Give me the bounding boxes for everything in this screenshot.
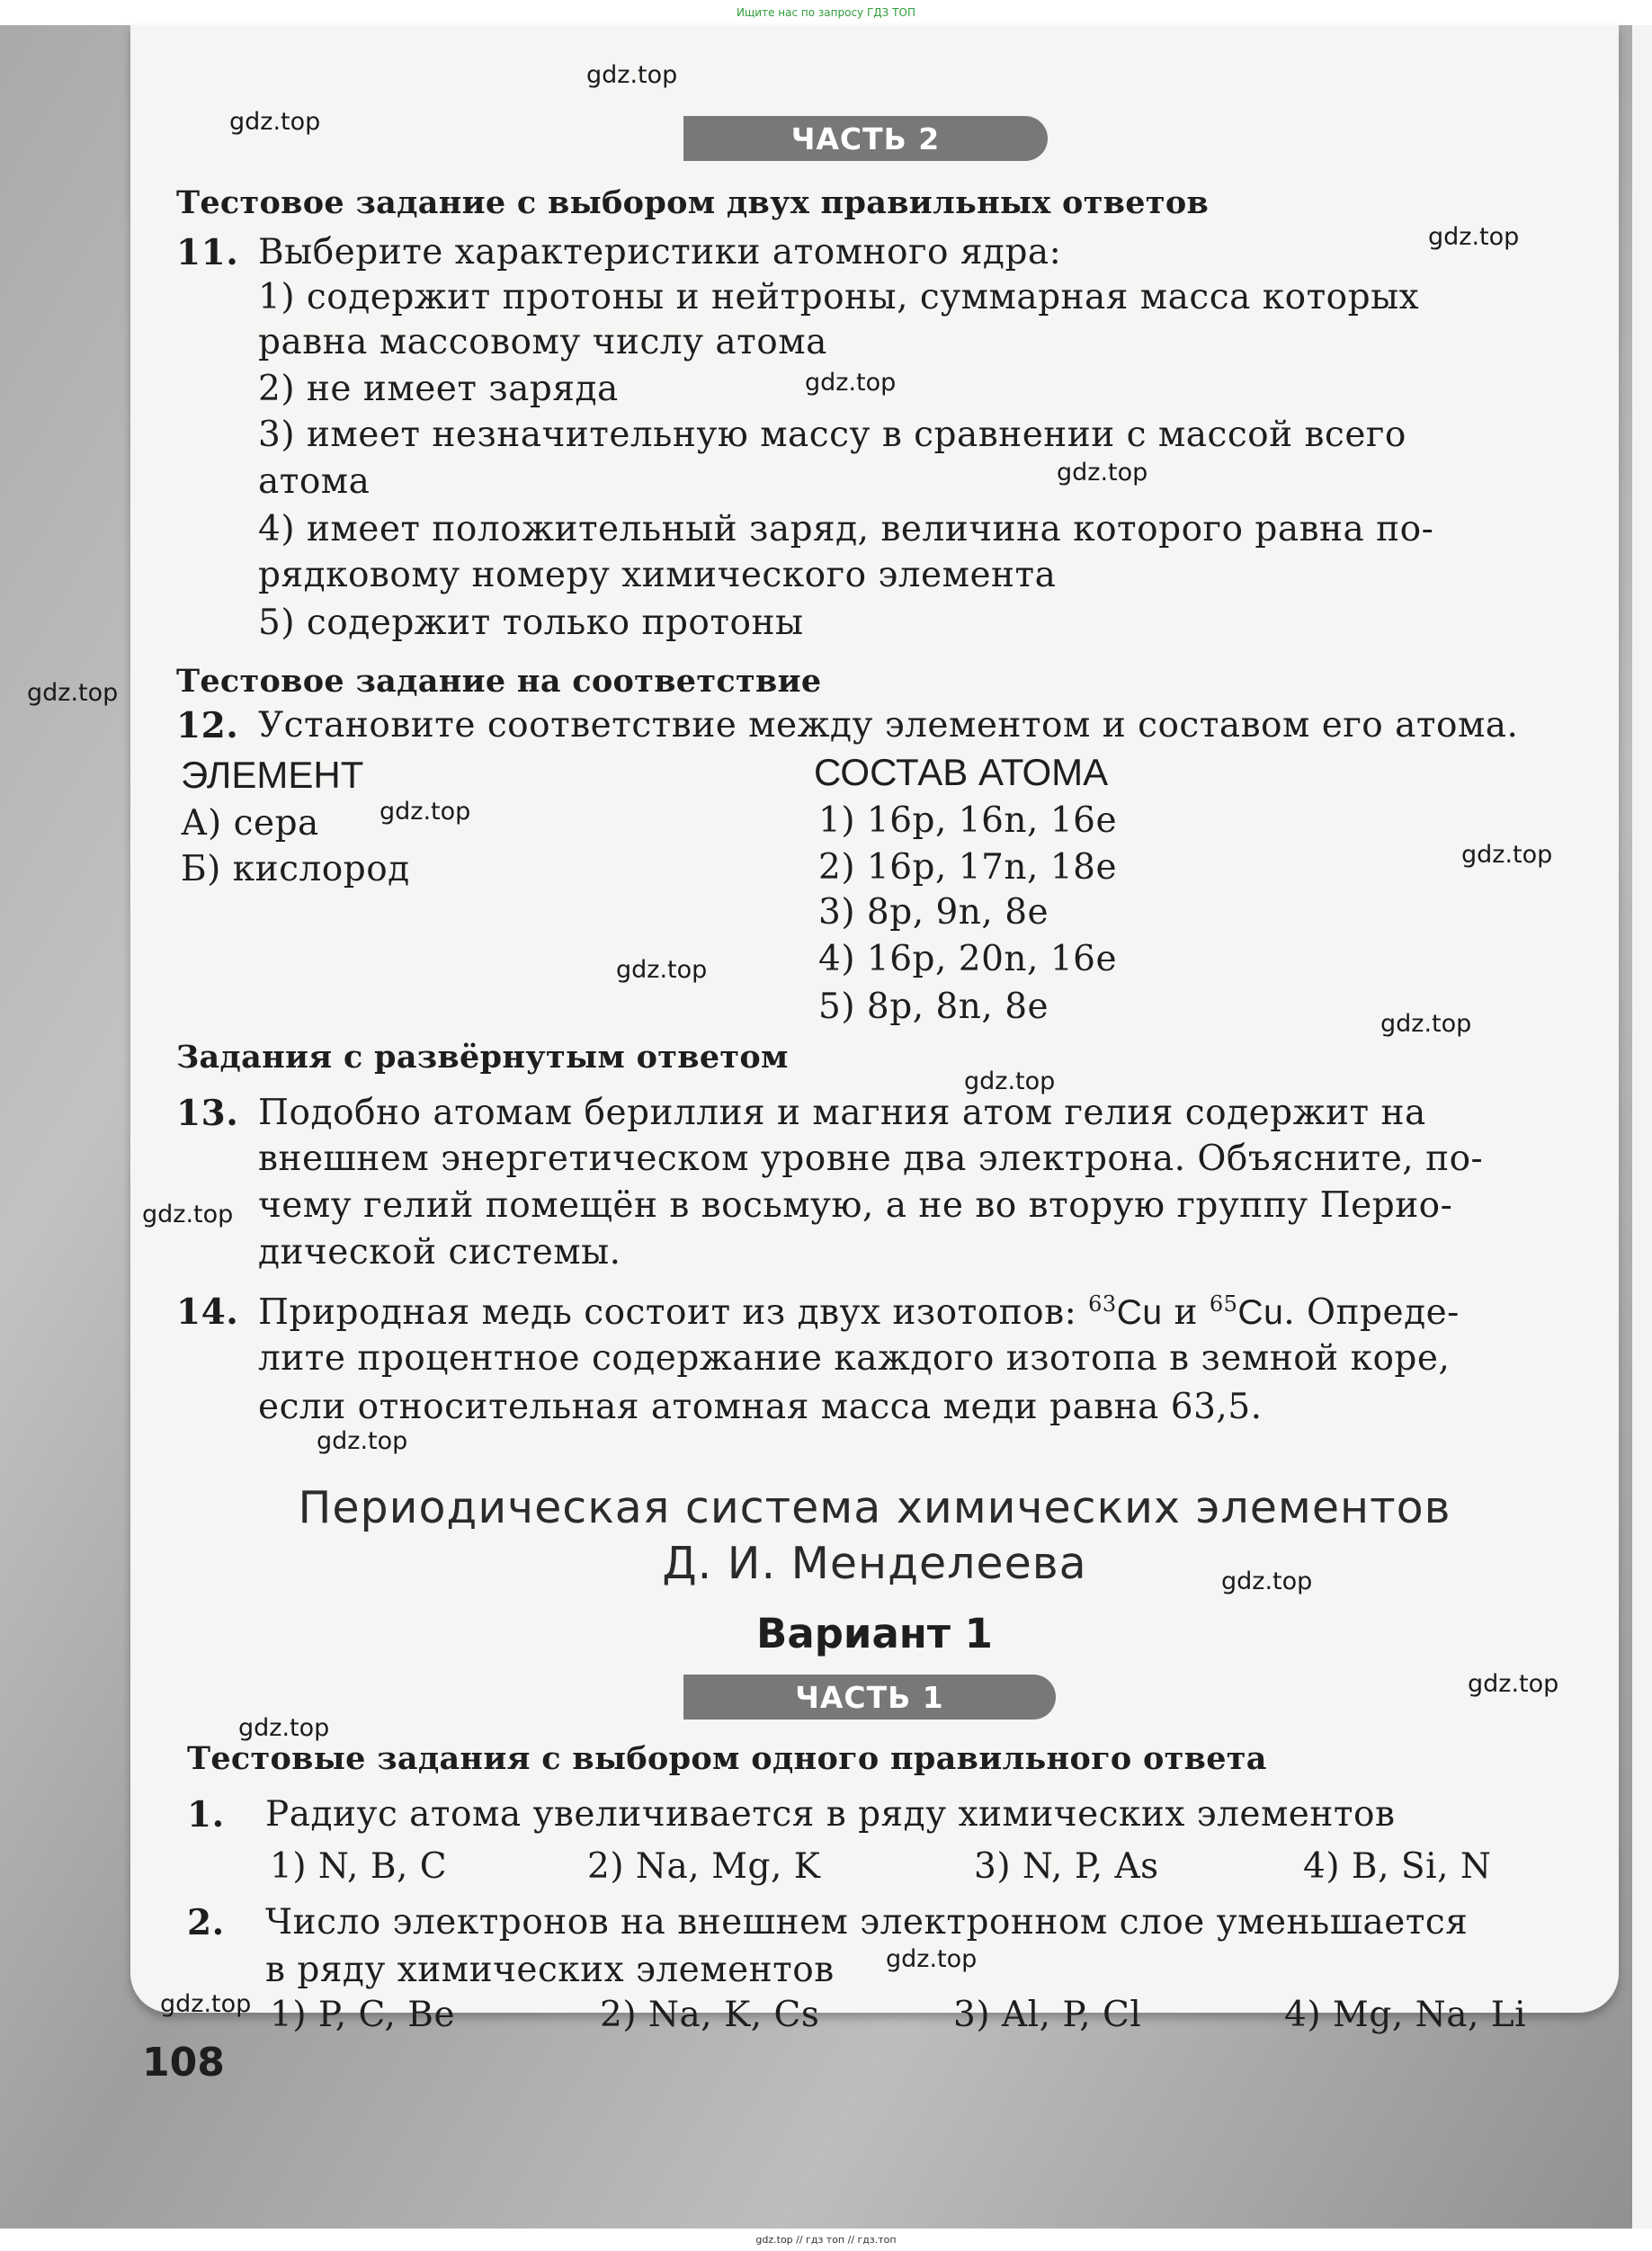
section-part2-badge: ЧАСТЬ 2 <box>683 116 1048 161</box>
q12-composition-3: 3) 8p, 9n, 8e <box>818 892 1049 933</box>
q14-line1-start: Природная медь состоит из двух изотопов: <box>258 1292 1089 1333</box>
q1-option-3: 3) N, P, As <box>974 1846 1159 1887</box>
isotope-63-mass: 63 <box>1088 1291 1117 1317</box>
q12-element-b: Б) кислород <box>181 849 410 889</box>
q11-option-3-line2: атома <box>258 461 371 502</box>
q11-option-4-line2: рядковому номеру химического элемента <box>258 555 1057 595</box>
q13-line4: дической системы. <box>258 1232 621 1273</box>
watermark[interactable]: gdz.top <box>1057 459 1148 487</box>
q2-number: 2. <box>187 1902 225 1943</box>
q2-option-1: 1) P, C, Be <box>270 1995 456 2035</box>
variant-heading: Вариант 1 <box>756 1610 993 1657</box>
q2-line1: Число электронов на внешнем электронном слое уменьшается <box>265 1902 1469 1943</box>
q11-number: 11. <box>176 232 239 273</box>
q12-element-a: А) сера <box>181 803 319 844</box>
heading-match: Тестовое задание на соответствие <box>176 663 822 700</box>
q1-number: 1. <box>187 1794 225 1836</box>
watermark[interactable]: gdz.top <box>1221 1568 1313 1595</box>
q2-option-4: 4) Mg, Na, Li <box>1284 1995 1527 2035</box>
watermark[interactable]: gdz.top <box>160 1990 252 2018</box>
q12-text: Установите соответствие между элементом и составом его атома. <box>258 705 1519 746</box>
q2-option-2: 2) Na, K, Cs <box>600 1995 820 2035</box>
q1-option-1: 1) N, B, C <box>270 1846 448 1887</box>
heading-two-answers: Тестовое задание с выбором двух правильных ответов <box>176 184 1210 221</box>
bottom-banner[interactable]: gdz.top // гдз топ // гдз.топ <box>755 2234 897 2246</box>
q12-column-composition: СОСТАВ АТОМА <box>814 751 1109 793</box>
q12-number: 12. <box>176 705 239 746</box>
watermark[interactable]: gdz.top <box>1461 841 1553 869</box>
q11-option-5: 5) содержит только протоны <box>258 603 804 643</box>
q14-number: 14. <box>176 1291 239 1333</box>
heading-one-answer: Тестовые задания с выбором одного правильного ответа <box>187 1740 1267 1777</box>
isotope-63-symbol: Cu <box>1116 1293 1163 1332</box>
q11-option-2: 2) не имеет заряда <box>258 369 619 409</box>
right-margin <box>1632 25 1652 2229</box>
watermark[interactable]: gdz.top <box>1380 1010 1472 1038</box>
watermark[interactable]: gdz.top <box>964 1067 1056 1095</box>
watermark[interactable]: gdz.top <box>142 1201 234 1228</box>
watermark[interactable]: gdz.top <box>238 1714 330 1742</box>
q14-line2: лите процентное содержание каждого изотопа в земной коре, <box>258 1338 1451 1379</box>
watermark[interactable]: gdz.top <box>317 1427 408 1455</box>
q1-text: Радиус атома увеличивается в ряду химических элементов <box>265 1794 1396 1835</box>
q13-line1: Подобно атомам бериллия и магния атом гелия содержит на <box>258 1093 1426 1133</box>
watermark[interactable]: gdz.top <box>1428 223 1520 251</box>
q1-option-4: 4) B, Si, N <box>1303 1846 1492 1887</box>
q12-composition-1: 1) 16p, 16n, 16e <box>818 800 1118 841</box>
q14-line1 <box>258 1291 1460 1333</box>
chapter-title-line2: Д. И. Менделеева <box>662 1538 1087 1589</box>
q12-composition-5: 5) 8p, 8n, 8e <box>818 987 1049 1027</box>
watermark[interactable]: gdz.top <box>229 108 321 136</box>
q12-column-element: ЭЛЕМЕНТ <box>181 754 364 796</box>
q14-line1-end: . Опреде- <box>1283 1292 1460 1333</box>
q12-composition-2: 2) 16p, 17n, 18e <box>818 847 1118 888</box>
watermark[interactable]: gdz.top <box>1468 1670 1559 1698</box>
q14-line3: если относительная атомная масса меди равна 63,5. <box>258 1387 1263 1427</box>
q11-option-1-line1: 1) содержит протоны и нейтроны, суммарная масса которых <box>258 277 1420 317</box>
page-number: 108 <box>142 2040 225 2086</box>
watermark[interactable]: gdz.top <box>886 1945 978 1973</box>
isotope-65-mass: 65 <box>1209 1291 1238 1317</box>
q14-and: и <box>1162 1292 1210 1333</box>
q12-composition-4: 4) 16p, 20n, 16e <box>818 939 1118 979</box>
q11-option-1-line2: равна массовому числу атома <box>258 322 827 362</box>
q13-number: 13. <box>176 1093 239 1134</box>
q2-line2: в ряду химических элементов <box>265 1950 835 1990</box>
q11-option-4-line1: 4) имеет положительный заряд, величина которого равна по- <box>258 509 1434 549</box>
watermark[interactable]: gdz.top <box>616 956 708 984</box>
isotope-65-symbol: Cu <box>1237 1293 1284 1332</box>
q1-option-2: 2) Na, Mg, K <box>587 1846 821 1887</box>
chapter-title-line1: Периодическая система химических элементов <box>298 1482 1451 1533</box>
q11-option-3-line1: 3) имеет незначительную массу в сравнении с массой всего <box>258 415 1406 455</box>
watermark[interactable]: gdz.top <box>380 798 471 826</box>
watermark[interactable]: gdz.top <box>805 369 897 397</box>
watermark[interactable]: gdz.top <box>27 679 119 707</box>
q13-line3: чему гелий помещён в восьмую, а не во вторую группу Перио- <box>258 1185 1453 1226</box>
section-part1-badge: ЧАСТЬ 1 <box>683 1675 1056 1720</box>
q11-text: Выберите характеристики атомного ядра: <box>258 232 1062 272</box>
q2-option-3: 3) Al, P, Cl <box>953 1995 1142 2035</box>
top-banner[interactable]: Ищите нас по запросу ГДЗ ТОП <box>737 6 915 19</box>
heading-open-answer: Задания с развёрнутым ответом <box>176 1039 789 1076</box>
watermark[interactable]: gdz.top <box>586 61 678 89</box>
q13-line2: внешнем энергетическом уровне два электрона. Объясните, по- <box>258 1139 1484 1179</box>
